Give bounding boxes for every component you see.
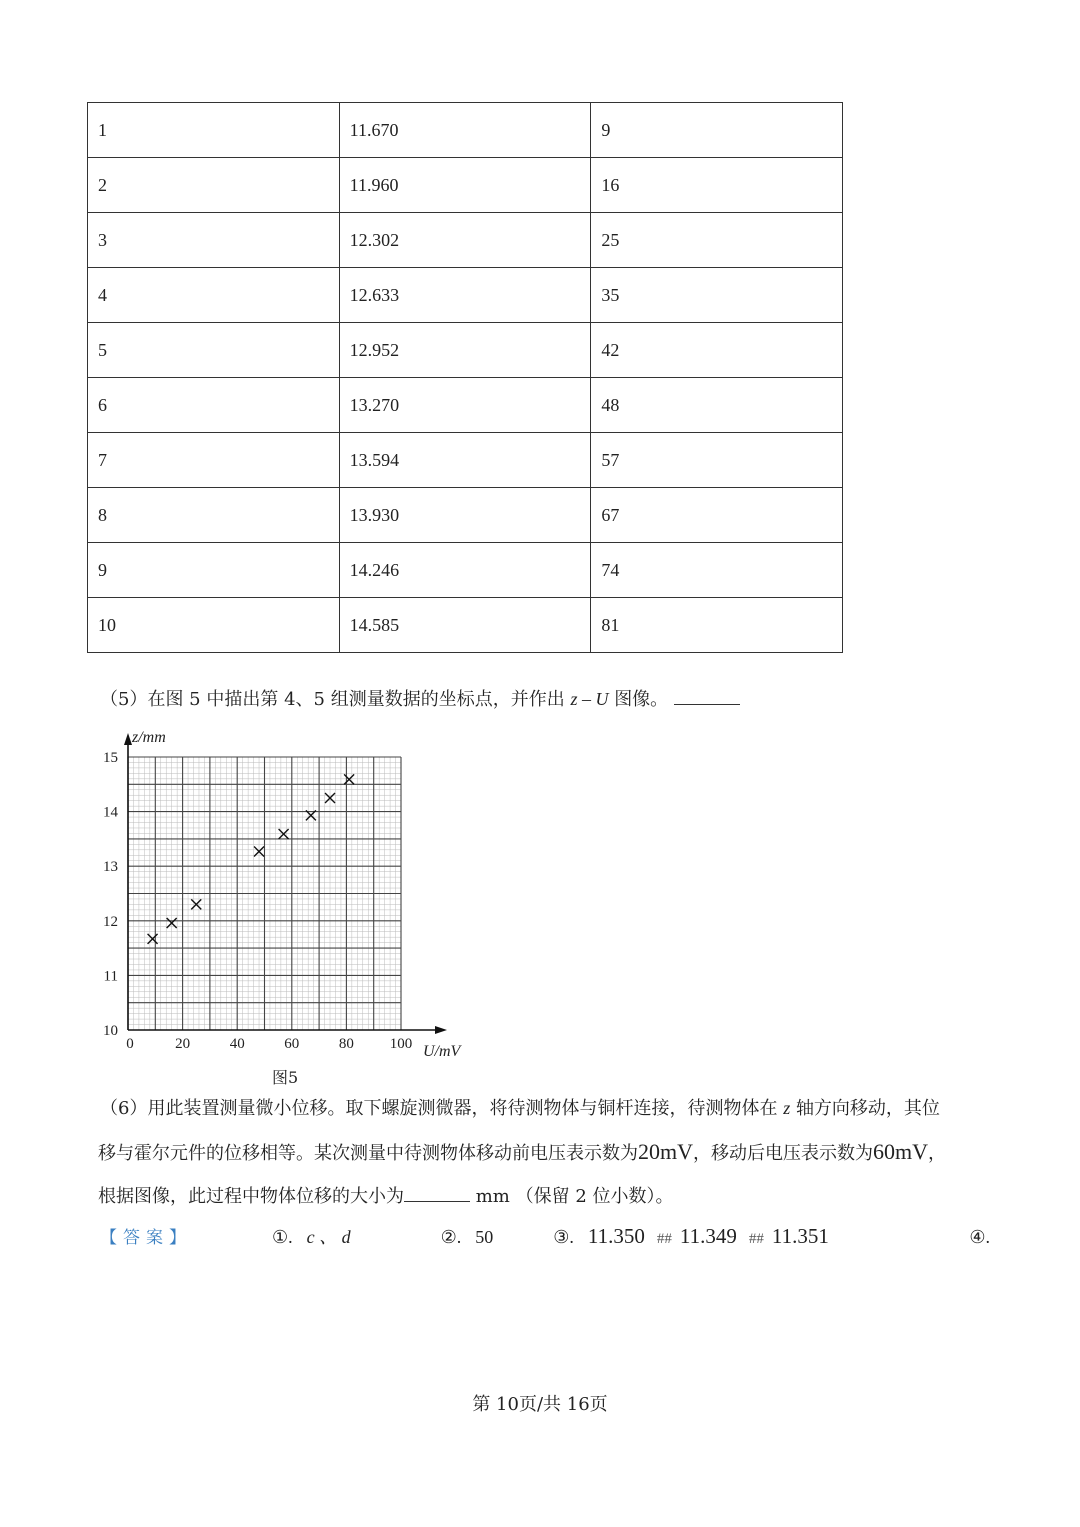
q6-line-3 [98,1175,990,1218]
table-row [88,323,843,378]
y-tick-label: 12 [103,913,118,930]
answer-label: 【答案】 [100,1228,192,1248]
y-tick-label: 15 [103,750,118,766]
table-row [88,433,843,488]
table-cell: 67 [591,488,843,543]
answer-line [100,1220,990,1255]
answer-2-num: ②. [440,1227,462,1247]
table-cell: 25 [591,213,843,268]
y-axis-arrow [124,733,132,745]
answer-3-val-3: 11.351 [771,1224,829,1248]
table-cell: 1 [88,103,340,158]
table-cell: 13.270 [339,378,591,433]
table-cell: 9 [591,103,843,158]
table-cell: 12.952 [339,323,591,378]
q6-text-3b: （保留 2 位小数）。 [515,1186,674,1207]
table-row [88,213,843,268]
table-cell: 10 [88,598,340,653]
answer-3-sep-2: ## [748,1231,764,1247]
q6-text-2a: 移与霍尔元件的位移相等。某次测量中待测物体移动前电压表示数为 [98,1143,638,1164]
q6-text-2b: ，移动后电压表示数为 [693,1143,873,1164]
table-cell: 48 [591,378,843,433]
table-cell: 4 [88,268,340,323]
x-tick-label: 0 [126,1036,134,1052]
q6-var-z: z [783,1098,791,1118]
q6-voltage-before: 20mV [638,1139,693,1164]
answer-4-num: ④. [969,1227,990,1247]
table-row [88,598,843,653]
q6-text-1a: （6）用此装置测量微小位移。取下螺旋测微器，将待测物体与铜杆连接，待测物体在 [100,1098,778,1119]
table-cell: 5 [88,323,340,378]
table-cell: 6 [88,378,340,433]
y-tick-label: 10 [103,1023,118,1039]
q6-text-1b: 轴方向移动，其位 [795,1098,940,1119]
data-point [279,829,289,839]
x-tick-label: 80 [338,1036,354,1052]
x-axis-arrow [435,1026,447,1034]
y-tick-label: 13 [103,859,118,876]
table-cell: 7 [88,433,340,488]
x-tick-label: 60 [284,1036,300,1052]
table-cell: 3 [88,213,340,268]
x-axis-label: U/mV [423,1043,461,1060]
q5-prefix: （5）在图 5 中描出第 4、5 组测量数据的坐标点，并作出 [100,689,565,710]
table-row [88,158,843,213]
question-5 [100,678,740,721]
table-cell: 8 [88,488,340,543]
question-6 [100,1087,990,1218]
data-point [344,774,354,784]
page-footer: 第 10页/共 16页 [472,1394,608,1415]
x-tick-label: 20 [175,1036,191,1052]
figure-caption: 图5 [272,1068,299,1087]
q6-voltage-after: 60mV [873,1139,928,1164]
table-row [88,488,843,543]
table-cell: 57 [591,433,843,488]
table-cell: 11.960 [339,158,591,213]
table-cell: 16 [591,158,843,213]
table-cell: 81 [591,598,843,653]
table-row [88,103,843,158]
q6-answer-blank[interactable] [404,1183,470,1202]
table-cell: 12.633 [339,268,591,323]
y-tick-label: 11 [103,968,118,985]
table-row [88,268,843,323]
table-cell: 13.594 [339,433,591,488]
q6-text-2c: ， [928,1143,946,1164]
table-cell: 13.930 [339,488,591,543]
q6-unit: mm [475,1186,510,1207]
answer-3-sep-1: ## [656,1231,672,1247]
q6-line-2 [98,1130,990,1175]
table-cell: 42 [591,323,843,378]
data-point [148,934,158,944]
answer-3-val-2: 11.349 [679,1224,737,1248]
table-cell: 12.302 [339,213,591,268]
answer-1-num: ①. [272,1227,293,1247]
table-cell: 14.585 [339,598,591,653]
q5-answer-blank[interactable] [674,686,740,705]
y-tick-label: 14 [103,804,118,821]
table-row [88,378,843,433]
q6-text-3a: 根据图像，此过程中物体位移的大小为 [98,1186,404,1207]
y-axis-label: z/mm [132,729,166,746]
table-cell: 74 [591,543,843,598]
table-cell: 9 [88,543,340,598]
answer-3-val-1: 11.350 [587,1224,645,1248]
table-row [88,543,843,598]
table-cell: 35 [591,268,843,323]
data-table [87,102,843,653]
answer-1-val: c 、 d [306,1227,351,1247]
x-tick-label: 100 [389,1036,413,1052]
z-u-chart [95,722,475,1067]
answer-2-val: 50 [475,1227,494,1247]
q5-variable: z – U [570,689,609,709]
answer-3-num: ③. [553,1227,574,1247]
q6-line-1 [100,1087,990,1130]
x-tick-label: 40 [229,1036,245,1052]
q5-suffix: 图像。 [614,689,669,710]
table-cell: 11.670 [339,103,591,158]
table-cell: 2 [88,158,340,213]
table-cell: 14.246 [339,543,591,598]
